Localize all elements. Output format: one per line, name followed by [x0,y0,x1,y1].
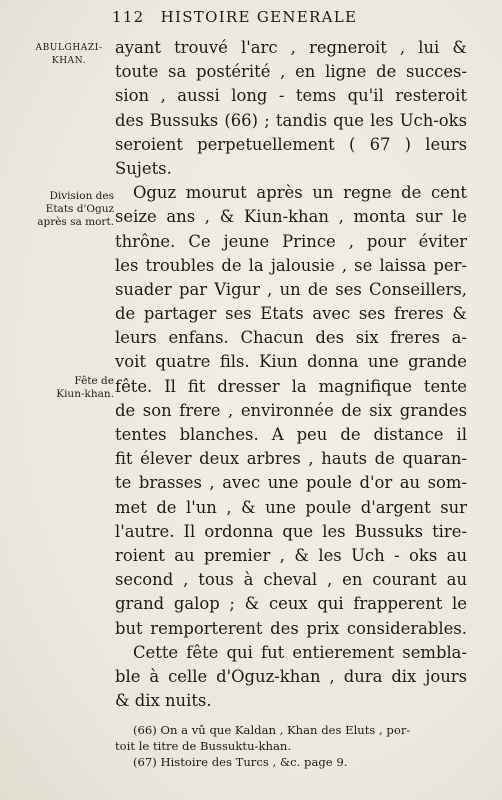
footnote-line: (67) Histoire des Turcs , &c. page 9. [133,755,348,769]
text-line: second , tous à cheval , en courant au [115,570,467,590]
margin-note-division [28,190,114,229]
text-line: Cette fête qui fut entierement sembla- [133,642,467,662]
text-line: de partager ses Etats avec ses freres & [115,304,467,324]
text-line: te brasses , avec une poule d'or au som- [115,473,467,493]
text-line: roient au premier , & les Uch - oks au [115,545,467,565]
footnote-line: toit le titre de Bussuktu-khan. [115,739,292,753]
margin-note-line: KHAN. [51,56,87,66]
margin-note-line: Division des [49,190,114,202]
text-line: les troubles de la jalousie , se laissa per- [115,255,467,275]
text-line: & dix nuits. [115,691,212,711]
text-line: sion , aussi long - tems qu'il resteroit [115,86,467,106]
page-number: 112 [112,8,145,26]
text-line: seize ans , & Kiun-khan , monta sur le [115,207,467,227]
text-line: thrône. Ce jeune Prince , pour éviter [115,231,467,251]
text-line: fête. Il fit dresser la magnifique tente [115,376,467,396]
text-line: leurs enfans. Chacun des six freres a- [115,328,467,348]
margin-note-line: après sa mort. [37,216,114,228]
text-line: fit élever deux arbres , hauts de quaran- [115,449,467,469]
text-line: voit quatre fils. Kiun donna une grande [115,352,467,372]
text-line: suader par Vigur , un de ses Conseillers, [115,279,467,299]
text-line: l'autre. Il ordonna que les Bussuks tire- [115,521,467,541]
text-line: grand galop ; & ceux qui frapperent le [115,594,467,614]
margin-note-fete [20,375,114,401]
margin-note-line: ABULGHAZI- [35,43,103,53]
text-line: ayant trouvé l'arc , regneroit , lui & [115,38,467,57]
text-line: met de l'un , & une poule d'argent sur [115,497,467,517]
text-line: de son frere , environnée de six grandes [115,400,467,420]
margin-note-line: Etats d'Oguz [45,203,114,215]
text-line: toute sa postérité , en ligne de succes- [115,62,467,82]
margin-note-line: Fête de [74,375,114,387]
footnotes [115,722,467,770]
text-line: Sujets. [115,158,172,178]
text-line: but remporterent des prix considerables. [115,618,467,638]
running-header [112,8,482,28]
footnote-line: (66) On a vû que Kaldan , Khan des Eluts , por- [133,723,411,737]
text-line: tentes blanches. A peu de distance il [115,425,467,444]
main-text [115,36,467,713]
text-line: ble à celle d'Oguz-khan , dura dix jours [115,666,467,686]
text-line: Oguz mourut après un regne de cent [133,183,467,203]
margin-note-line: Kiun-khan. [56,388,114,400]
margin-note-author [26,42,112,68]
text-line: seroient perpetuellement ( 67 ) leurs [115,134,467,154]
text-line: des Bussuks (66) ; tandis que les Uch-oks [115,110,467,130]
running-title: HISTOIRE GENERALE [160,8,358,26]
